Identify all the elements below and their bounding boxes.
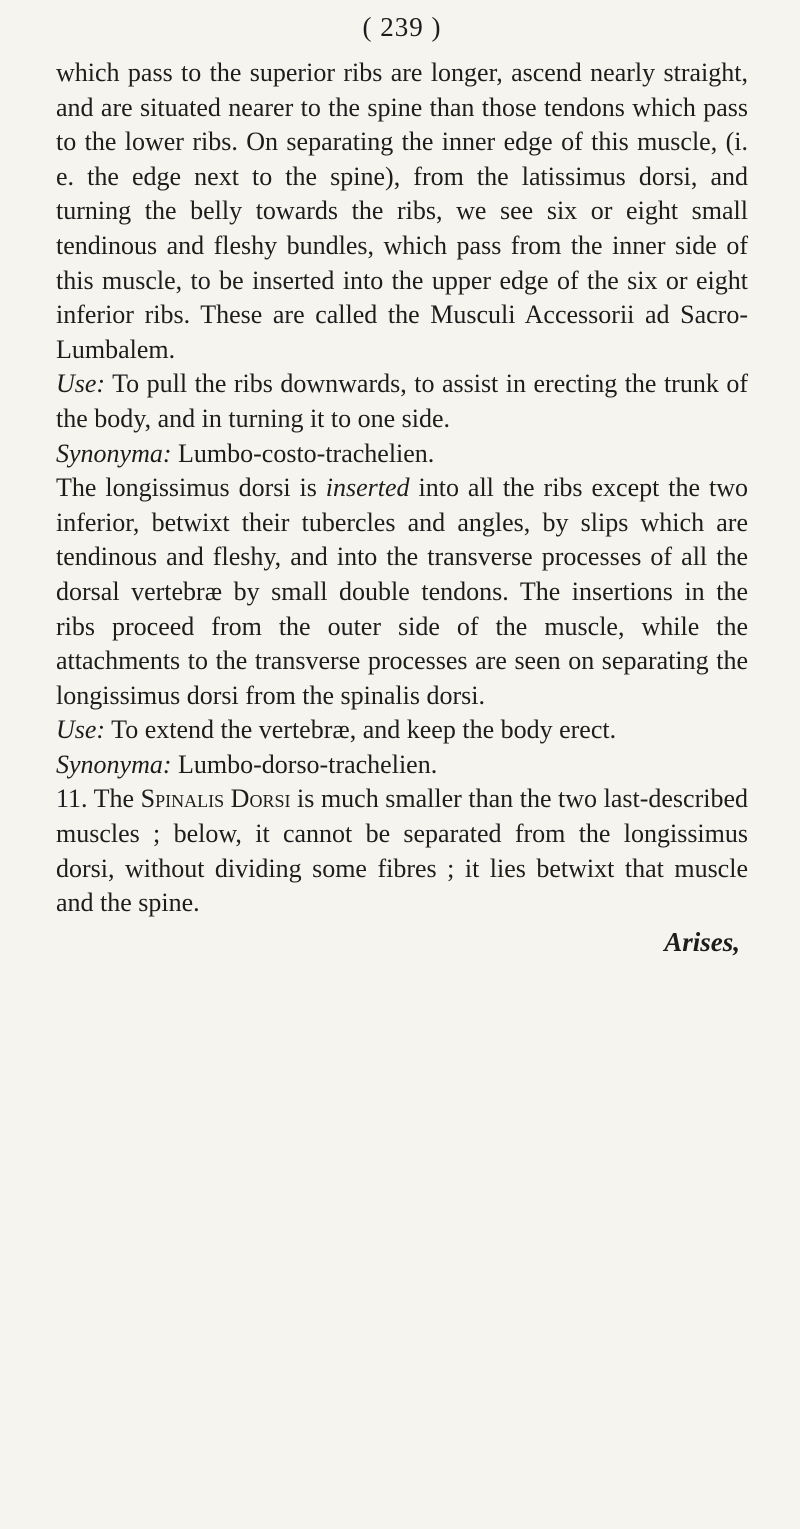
page-number: ( 239 ) (362, 12, 442, 42)
paragraph-use-longissimus (56, 713, 748, 748)
paragraph-longissimus-insertion (56, 471, 748, 713)
paragraph-text-after: into all the ribs except the two inferior, betwixt their tubercles and angles, by slips which are tendinous and fleshy, and into the transverse processes of all the dorsal vertebræ by small double tendons. The insertions in the ribs proceed from the outer side of the muscle, while the attachments to the transverse processes are seen on separating the longissimus dorsi from the spinalis dorsi. (56, 473, 748, 710)
paragraph-accessorii (56, 56, 748, 367)
paragraph-synonyma-sacro-lumbalis (56, 437, 748, 472)
synonyma-text: Lumbo-costo-trachelien. (171, 438, 435, 468)
paragraph-synonyma-longissimus (56, 748, 748, 783)
paragraph-text-before: The longissimus dorsi is (56, 473, 326, 503)
emphasis-inserted: inserted (325, 473, 410, 503)
paragraph-text: is much smaller than the two last-described muscles ; below, it cannot be separated from the longissimus dorsi, without dividing some fibres ; it lies betwixt that muscle and the spine. (56, 784, 749, 918)
synonyma-label: Synonyma: (56, 749, 172, 779)
use-label: Use: (56, 715, 106, 745)
paragraph-spinalis-dorsi (56, 782, 748, 920)
body-text (56, 56, 748, 921)
use-text: To extend the vertebræ, and keep the body erect. (105, 715, 617, 745)
synonyma-text: Lumbo-dorso-trachelien. (171, 749, 438, 779)
muscle-name-spinalis-dorsi: Spinalis Dorsi (140, 784, 291, 814)
paragraph-text: which pass to the superior ribs are longer, ascend nearly straight, and are situated nearer to the spine than those tendons which pass to the lower ribs. On separating the inner edge of this muscle, (i. e. the edge next to the spine), from the latissimus dorsi, and turning the belly towards the ribs, we see six or eight small tendinous and fleshy bundles, which pass from the inner side of this muscle, to be inserted into the upper edge of the six or eight inferior ribs. These are called the Musculi Accessorii ad Sacro-Lumbalem. (56, 58, 748, 364)
paragraph-use-sacro-lumbalis (56, 367, 748, 436)
section-number: 11. The (56, 784, 141, 814)
synonyma-label: Synonyma: (56, 438, 172, 468)
use-label: Use: (56, 369, 106, 399)
catchword: Arises, (664, 926, 740, 957)
use-text: To pull the ribs downwards, to assist in erecting the trunk of the body, and in turning it to one side. (56, 369, 748, 433)
